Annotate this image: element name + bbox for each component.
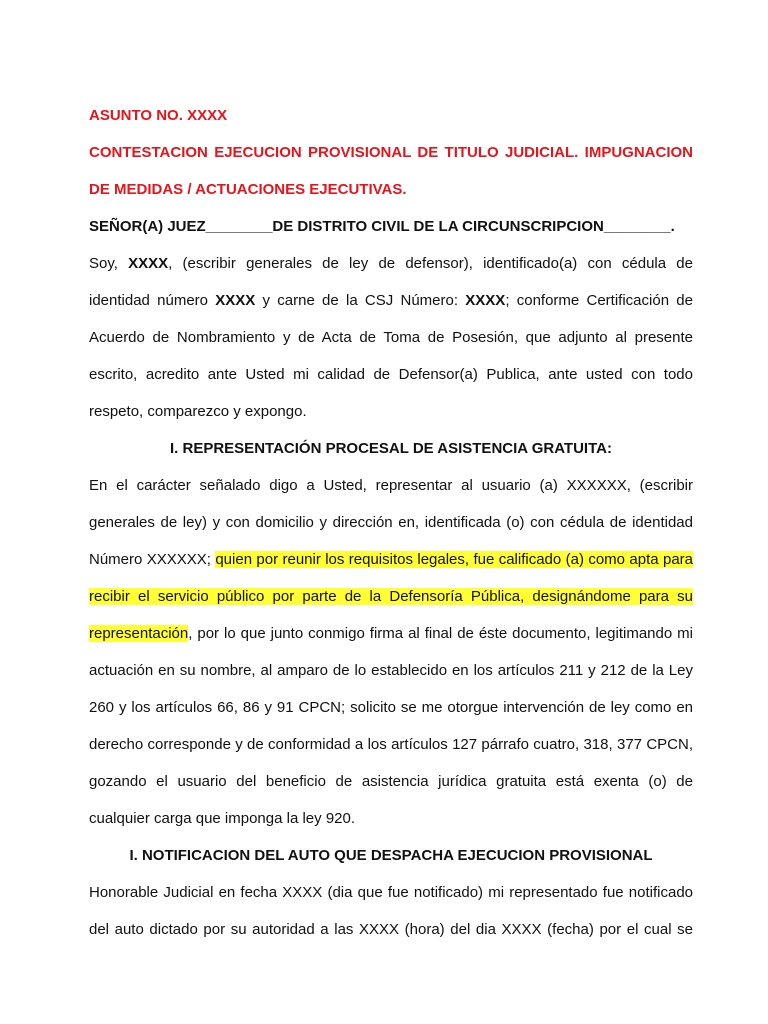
intro-text: ; conforme Certificación de <box>505 292 693 309</box>
csj-number: XXXX <box>465 292 506 309</box>
s1-line-4 <box>89 578 693 615</box>
section-1-heading: I. REPRESENTACIÓN PROCESAL DE ASISTENCIA GRATUITA: <box>170 440 612 457</box>
title-line-1: CONTESTACION EJECUCION PROVISIONAL DE TITULO JUDICIAL. IMPUGNACION <box>89 144 693 161</box>
defender-name: XXXX <box>128 255 169 272</box>
section-1-paragraph <box>89 467 693 837</box>
s1-line-8: derecho corresponde y de conformidad a los artículos 127 párrafo cuatro, 318, 377 CPCN, <box>89 736 693 753</box>
intro-line-3: Acuerdo de Nombramiento y de Acta de Toma de Posesión, que adjunto al presente <box>89 329 693 346</box>
intro-line-4: escrito, acredito ante Usted mi calidad de Defensor(a) Publica, ante usted con todo <box>89 366 693 383</box>
document-title <box>89 134 693 208</box>
s1-line-10: cualquier carga que imponga la ley 920. <box>89 810 356 827</box>
s1-line-5 <box>89 615 693 652</box>
s1-line-7: 260 y los artículos 66, 86 y 91 CPCN; solicito se me otorgue intervención de ley como en <box>89 699 693 716</box>
intro-line-5: respeto, comparezco y expongo. <box>89 403 307 420</box>
s2-line-2: del auto dictado por su autoridad a las XXXX (hora) del dia XXXX (fecha) por el cual se <box>89 921 693 938</box>
highlighted-text: representación <box>89 625 189 642</box>
intro-text: y carne de la CSJ Número: <box>255 292 466 309</box>
intro-paragraph <box>89 245 693 430</box>
s1-line-1: En el carácter señalado digo a Usted, representar al usuario (a) XXXXXX, (escribir <box>89 477 693 494</box>
s2-line-1: Honorable Judicial en fecha XXXX (dia que fue notificado) mi representado fue notificado <box>89 884 693 901</box>
document-body <box>89 97 693 948</box>
intro-text: identidad número <box>89 292 216 309</box>
highlighted-text: quien por reunir los requisitos legales, fue calificado (a) como apta para <box>215 551 693 568</box>
title-line-2: DE MEDIDAS / ACTUACIONES EJECUTIVAS. <box>89 181 407 198</box>
intro-text: , (escribir generales de ley de defensor), identificado(a) con cédula de <box>168 255 693 272</box>
s1-line-2: generales de ley) y con domicilio y dirección en, identificada (o) con cédula de identidad <box>89 514 693 531</box>
s1-line-6: actuación en su nombre, al amparo de lo establecido en los artículos 211 y 212 de la Ley <box>89 662 693 679</box>
highlighted-text: recibir el servicio público por parte de la Defensoría Pública, designándome para su <box>89 588 693 605</box>
intro-line-2 <box>89 282 693 319</box>
section-2-heading: I. NOTIFICACION DEL AUTO QUE DESPACHA EJECUCION PROVISIONAL <box>129 847 653 864</box>
id-number: XXXX <box>215 292 256 309</box>
s1-line-3 <box>89 541 693 578</box>
addressee-line: SEÑOR(A) JUEZ________DE DISTRITO CIVIL DE LA CIRCUNSCRIPCION________. <box>89 218 675 235</box>
section-2-paragraph <box>89 874 693 948</box>
s1-text: Número XXXXXX; <box>89 551 216 568</box>
intro-text: Soy, <box>89 255 129 272</box>
s1-line-9: gozando el usuario del beneficio de asistencia jurídica gratuita está exenta (o) de <box>89 773 693 790</box>
asunto-heading: ASUNTO NO. XXXX <box>89 107 228 124</box>
s1-text: , por lo que junto conmigo firma al final de éste documento, legitimando mi <box>188 625 693 642</box>
intro-line-1 <box>89 245 693 282</box>
